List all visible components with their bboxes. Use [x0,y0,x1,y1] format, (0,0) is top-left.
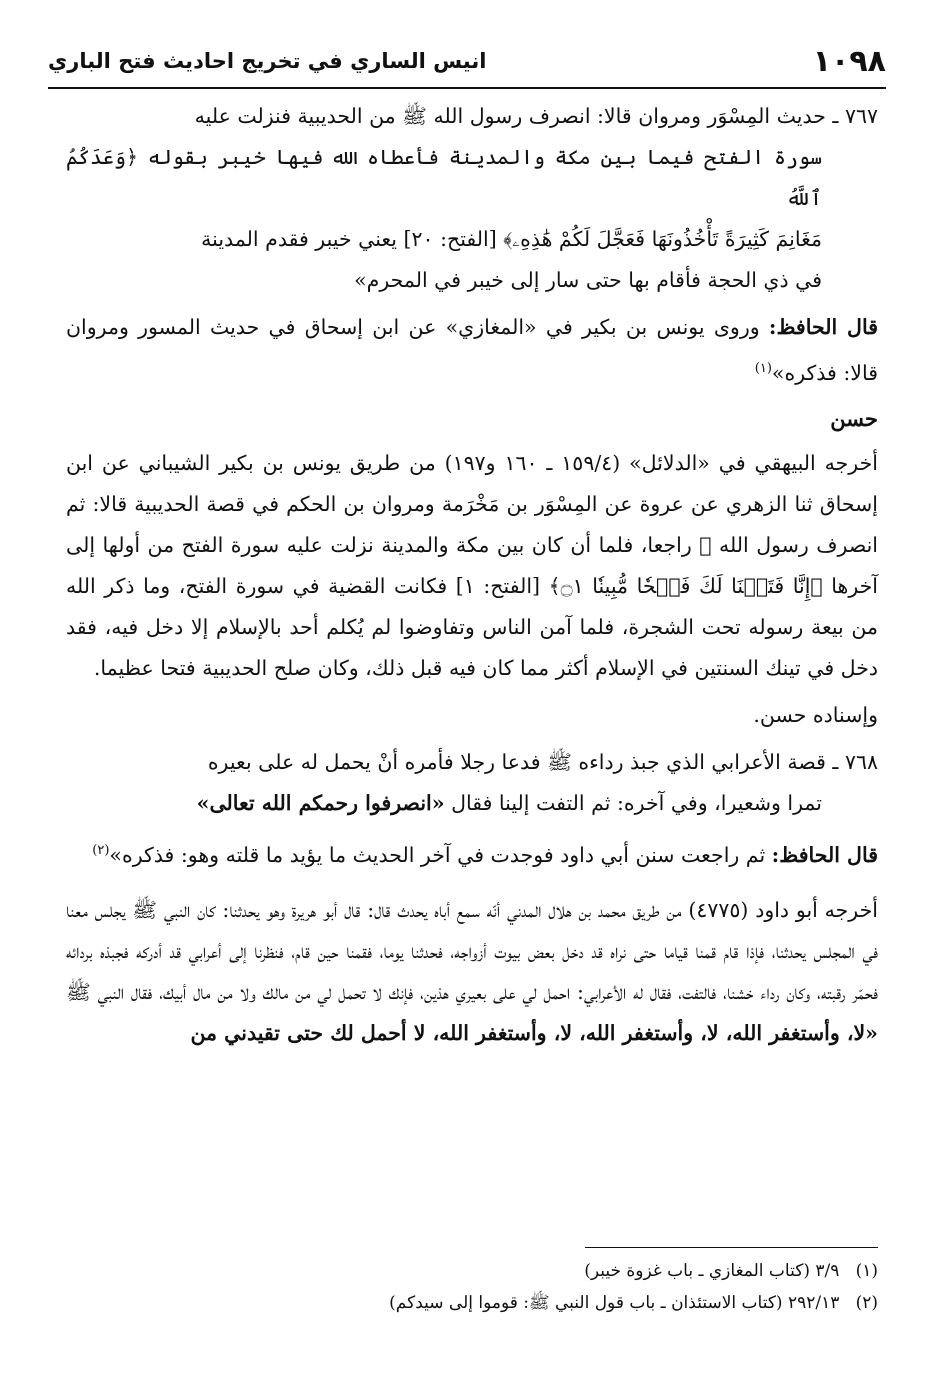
running-header [48,32,886,90]
hadith-768-line-1: ٧٦٨ ـ قصة الأعرابي الذي جبذ رداءه ﷺ فدعا رجلا فأمره أنْ يحمل له على بعيره [207,749,878,774]
footnote-2-text: ٢٩٢/١٣ (كتاب الاستئذان ـ باب قول النبي ﷺ: قوموا إلى سيدكم) [389,1293,840,1313]
hadith-767-line-1: ٧٦٧ ـ حديث المِسْوَر ومروان قالا: انصرف رسول الله ﷺ من الحديبية فنزلت عليه [194,104,878,128]
takhrij-767-text: أخرجه البيهقي في «الدلائل» (١٥٩/٤ ـ ١٦٠ و١٩٧) من طريق يونس بن بكير الشيباني عن ابن إسحاق ثنا الزهري عن عروة عن المِسْوَر بن مَخْرَمة ومروان بن الحكم في قصة الحديبية قالا: ثم انصرف رسول الله ﷺ راجعا، فلما أن كان بين مكة والمدينة نزلت عليه سورة الفتح من أولها إلى آخرها ﴿إِنَّا فَتَحۡنَا لَكَ فَتۡحٗا مُّبِينٗا ۝١﴾ [الفتح: ١] فكانت القضية في سورة الفتح، وما ذكر الله من بيعة رسوله تحت الشجرة، فلما آمن الناس وتفاوضوا لم يُكلم أحد بالإسلام إلا دخل فيه، فقد دخل في تينك السنتين في الإسلام أكثر مما كان فيه قبل ذلك، وكان صلح الحديبية فتحا عظيما. [66,450,878,680]
footnote-divider [585,1247,878,1248]
footnote-1 [66,1255,878,1287]
header-divider [48,87,886,89]
hadith-767-line-2: سورة الفتح فيما بين مكة والمدينة فأعطاه الله فيها خيبر بقوله ﴿وَعَدَكُمُ ٱللَّهُ [66,145,822,210]
hadith-768 [66,742,878,824]
hadith-767-line-4: في ذي الحجة فأقام بها حتى سار إلى خيبر في المحرم» [354,268,822,292]
footnote-marker-1: (١) [754,361,772,376]
page-number: ١٠٩٨ [812,43,886,79]
footnotes [66,1255,878,1319]
footnote-1-number: (١) [855,1261,878,1281]
main-text [66,96,878,1054]
book-title: انيس الساري في تخريج احاديث فتح الباري [48,49,487,73]
takhrij-768-text: أخرجه أبو داود (٤٧٧٥) من طريق محمد بن هلال المدني أنّه سمع أباه يحدث قال: قال أبو هريرة وهو يحدثنا: كان النبي ﷺ يجلس معنا في المجلس يحدثنا، فإذا قام قمنا قياما حتى نراه قد دخل بعض بيوت أزواجه، فحدثنا يوما، فقمنا حين قام، فنظرنا إلى أعرابي قد أدركه فجبذه بردائه فحمّر رقبته، وكان رداء خشنا، فالتفت، فقال له الأعرابي: احمل لي على بعيري هذين، فإنك لا تحمل لي من مالك ولا من مال أبيك، فقال النبي ﷺ [66,897,878,1004]
hafiz-label: قال الحافظ: [768,315,878,339]
footnote-1-text: ٣/٩ (كتاب المغازي ـ باب غزوة خيبر) [584,1261,840,1281]
takhrij-768-bold-quote: «لا، وأستغفر الله، لا، وأستغفر الله، لا، وأستغفر الله، لا أحمل لك حتى تقيدني من [190,1020,878,1045]
footnote-2 [66,1287,878,1319]
hadith-768-quote: «انصرفوا رحمكم الله تعالى» [196,790,445,815]
hafiz-note-1 [66,307,878,394]
hadith-768-line-2: تمرا وشعيرا، وفي آخره: ثم التفت إلينا فقال [444,790,822,815]
hadith-767 [66,96,878,301]
takhrij-768 [66,890,878,1054]
hadith-767-line-3: مَغَانِمَ كَثِيرَةً تَأْخُذُونَهَا فَعَجَّلَ لَكُمْ هَٰذِهِۦ﴾ [الفتح: ٢٠] يعني خيبر فقدم المدينة [201,227,822,251]
isnad-grade: وإسناده حسن. [753,702,878,727]
hafiz-note-2 [66,830,878,876]
grade-heading: حسن [830,405,878,431]
takhrij-767 [66,443,878,689]
hafiz-note-2-text: ثم راجعت سنن أبي داود فوجدت في آخر الحديث ما يؤيد ما قلته وهو: فذكره» [109,842,772,867]
hafiz-label: قال الحافظ: [771,842,878,867]
hafiz-note-1-text: وروى يونس بن بكير في «المغازي» عن ابن إسحاق في حديث المسور ومروان قالا: فذكره» [66,315,878,385]
footnote-2-number: (٢) [855,1293,878,1313]
footnote-marker-2: (٢) [92,842,110,858]
